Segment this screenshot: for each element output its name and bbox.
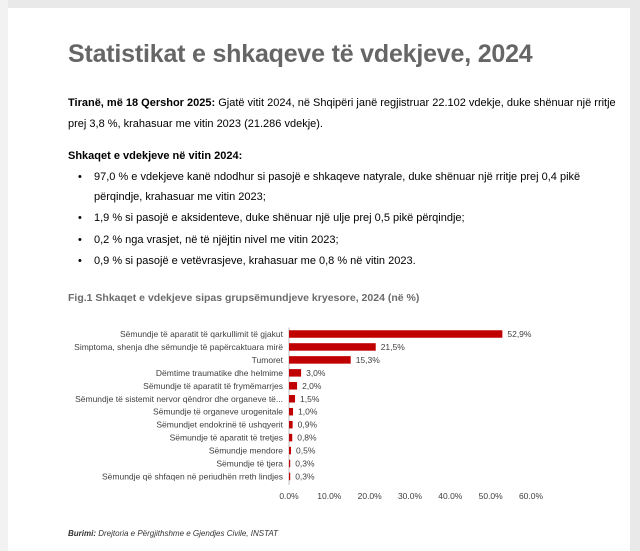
category-label: Tumoret [251,354,283,365]
bullet-icon: • [78,255,82,267]
category-label: Sëmundje që shfaqen në periudhën rreth lindjes [102,471,283,482]
category-label: Sëmundje të organeve urogenitale [153,406,283,417]
x-tick-label: 30.0% [397,490,423,501]
bullet-text: 0,9 % si pasojë e vetëvrasjeve, krahasuar me 0,8 % në vitin 2023. [94,255,416,267]
data-label: 0,3% [295,471,315,482]
data-label: 0,3% [295,458,315,469]
data-label: 0,8% [297,432,317,443]
data-label: 0,5% [296,445,316,456]
data-label: 1,5% [300,393,320,404]
x-tick-label: 60.0% [518,490,544,501]
x-tick-label: 0.0% [279,490,299,501]
category-label: Dëmtime traumatike dhe helmime [155,367,283,378]
category-label: Sëmundje të sistemit nervor qëndror dhe organeve të... [75,393,283,404]
category-label: Sëmundjet endokrinë të ushqyerit [156,419,283,430]
data-label: 2,0% [302,380,322,391]
bar [289,460,290,468]
data-label: 0,9% [297,419,318,430]
section-heading: Shkaqet e vdekjeve në vitin 2024: [68,150,243,162]
intro-text: Gjatë vitit 2024, në Shqipëri janë regjistruar 22.102 vdekje, duke shënuar një rritje prej 3,8 %, krahasuar me vitin 2023 (21.286 vdekje). [68,97,616,130]
bullet-text: 97,0 % e vdekjeve kanë ndodhur si pasojë e shkaqeve natyrale, duke shënuar një rritje prej 0,4 pikë përqindje, krahasuar me vitin 2023; [94,171,581,203]
bullet-text: 0,2 % nga vrasjet, në të njëjtin nivel me vitin 2023; [94,233,339,246]
bar [289,447,291,455]
x-tick-label: 50.0% [478,490,503,501]
x-tick-label: 20.0% [357,490,382,501]
data-label: 21,5% [380,341,405,352]
source-note [68,529,278,538]
source-text: Drejtoria e Përgjithshme e Gjendjes Civile, INSTAT [96,529,278,538]
bar [289,408,293,416]
bar [289,434,292,442]
page-title: Statistikat e shkaqeve të vdekjeve, 2024 [68,40,533,68]
bar [289,330,502,338]
bullet-icon: • [78,233,82,246]
data-label: 3,0% [306,367,326,378]
bar [289,369,301,377]
bar [289,421,293,429]
figure-title: Fig.1 Shkaqet e vdekjeve sipas grupsëmundjeve kryesore, 2024 (në %) [68,292,420,304]
bar [289,473,290,481]
data-label: 15,3% [355,354,380,365]
source-label: Burimi: [68,529,96,538]
bar [289,343,376,351]
bullet-icon: • [78,171,82,183]
data-label: 52,9% [507,329,532,339]
intro-lead: Tiranë, më 18 Qershor 2025: [68,97,216,109]
bullet-text: 1,9 % si pasojë e aksidenteve, duke shënuar një ulje prej 0,5 pikë përqindje; [94,212,465,224]
category-label: Sëmundje të aparatit të tretjes [169,432,283,443]
bar [289,395,295,403]
category-label: Sëmundje të aparatit të qarkullimit të gjakut [119,329,283,339]
category-label: Sëmundje mendore [208,445,283,456]
x-tick-label: 10.0% [317,490,342,501]
category-label: Sëmundje të tjera [216,458,283,469]
data-label: 1,0% [298,406,318,417]
bar [289,356,351,364]
category-label: Sëmundje të aparatit të frymëmarrjes [143,380,283,391]
bullet-icon: • [78,212,82,224]
category-label: Simptoma, shenja dhe sëmundje të papërcaktuara mirë [74,341,283,352]
bar [289,382,297,390]
x-tick-label: 40.0% [438,490,463,501]
